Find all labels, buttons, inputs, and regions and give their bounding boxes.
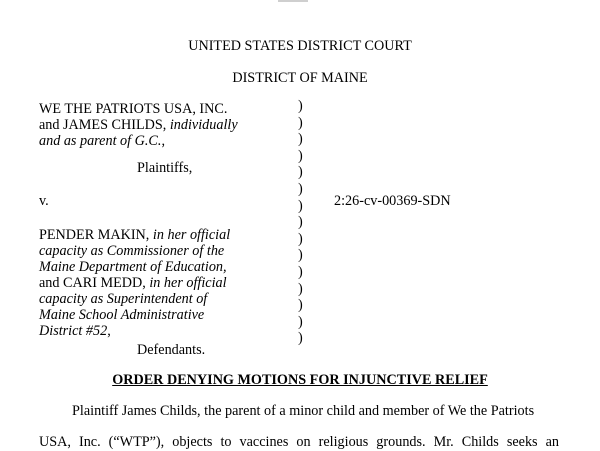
- plaintiff-line-2-italic: individually: [169, 117, 238, 133]
- caption-parenthesis: ): [298, 147, 303, 164]
- body-paragraph-line-2: USA, Inc. (“WTP”), objects to vaccines on religious grounds. Mr. Childs seeks an: [39, 434, 559, 450]
- plaintiff-line-3-italic: and as parent of G.C.: [39, 133, 162, 149]
- caption-parenthesis: ): [298, 247, 303, 264]
- defendant-line-7-plain: ,: [107, 323, 111, 339]
- caption-parenthesis: ): [298, 131, 303, 148]
- caption-parenthesis: ): [298, 214, 303, 231]
- defendant-line-4: [39, 275, 227, 291]
- caption-parenthesis: ): [298, 263, 303, 280]
- plaintiff-line-1: WE THE PATRIOTS USA, INC.: [39, 101, 228, 117]
- caption-parenthesis: ): [298, 313, 303, 330]
- case-number: 2:26-cv-00369-SDN: [334, 193, 451, 209]
- caption-parenthesis: ): [298, 98, 303, 114]
- defendant-line-1-italic: in her official: [152, 227, 231, 243]
- plaintiff-line-2-plain: and JAMES CHILDS,: [39, 117, 170, 133]
- caption-parenthesis: ): [298, 297, 303, 314]
- caption-parenthesis: ): [298, 180, 303, 197]
- defendant-line-7: [39, 323, 111, 339]
- defendant-line-5: capacity as Superintendent of: [39, 291, 208, 307]
- court-name: UNITED STATES DISTRICT COURT: [188, 38, 412, 54]
- court-district: DISTRICT OF MAINE: [232, 70, 368, 86]
- caption-parenthesis-column: [298, 98, 303, 347]
- defendant-line-1-plain: PENDER MAKIN,: [39, 227, 153, 243]
- plaintiffs-role-label: Plaintiffs,: [137, 160, 193, 176]
- defendant-line-6: Maine School Administrative: [39, 307, 205, 323]
- caption-parenthesis: ): [298, 114, 303, 131]
- caption-parenthesis: ): [298, 230, 303, 247]
- caption-parenthesis: ): [298, 197, 303, 214]
- caption-parenthesis: ): [298, 280, 303, 297]
- defendant-line-4-plain: and CARI MEDD,: [39, 275, 150, 291]
- defendant-line-1: [39, 227, 230, 243]
- caption-parenthesis: ): [298, 164, 303, 181]
- defendant-line-4-italic: in her official: [149, 275, 227, 291]
- plaintiff-line-2: [39, 117, 238, 133]
- plaintiff-line-3-plain: ,: [161, 133, 165, 149]
- defendant-line-2: capacity as Commissioner of the: [39, 243, 225, 259]
- body-paragraph-line-1: Plaintiff James Childs, the parent of a minor child and member of We the Patriots: [72, 403, 535, 419]
- defendants-role-label: Defendants.: [137, 342, 206, 358]
- order-title: ORDER DENYING MOTIONS FOR INJUNCTIVE RELIEF: [112, 372, 488, 388]
- versus-label: v.: [39, 193, 49, 209]
- plaintiff-line-3: [39, 133, 165, 149]
- defendant-line-7-italic: District #52: [39, 323, 108, 339]
- defendant-line-3: Maine Department of Education,: [39, 259, 227, 275]
- page-edge-mark: [278, 0, 308, 2]
- caption-parenthesis: ): [298, 330, 303, 347]
